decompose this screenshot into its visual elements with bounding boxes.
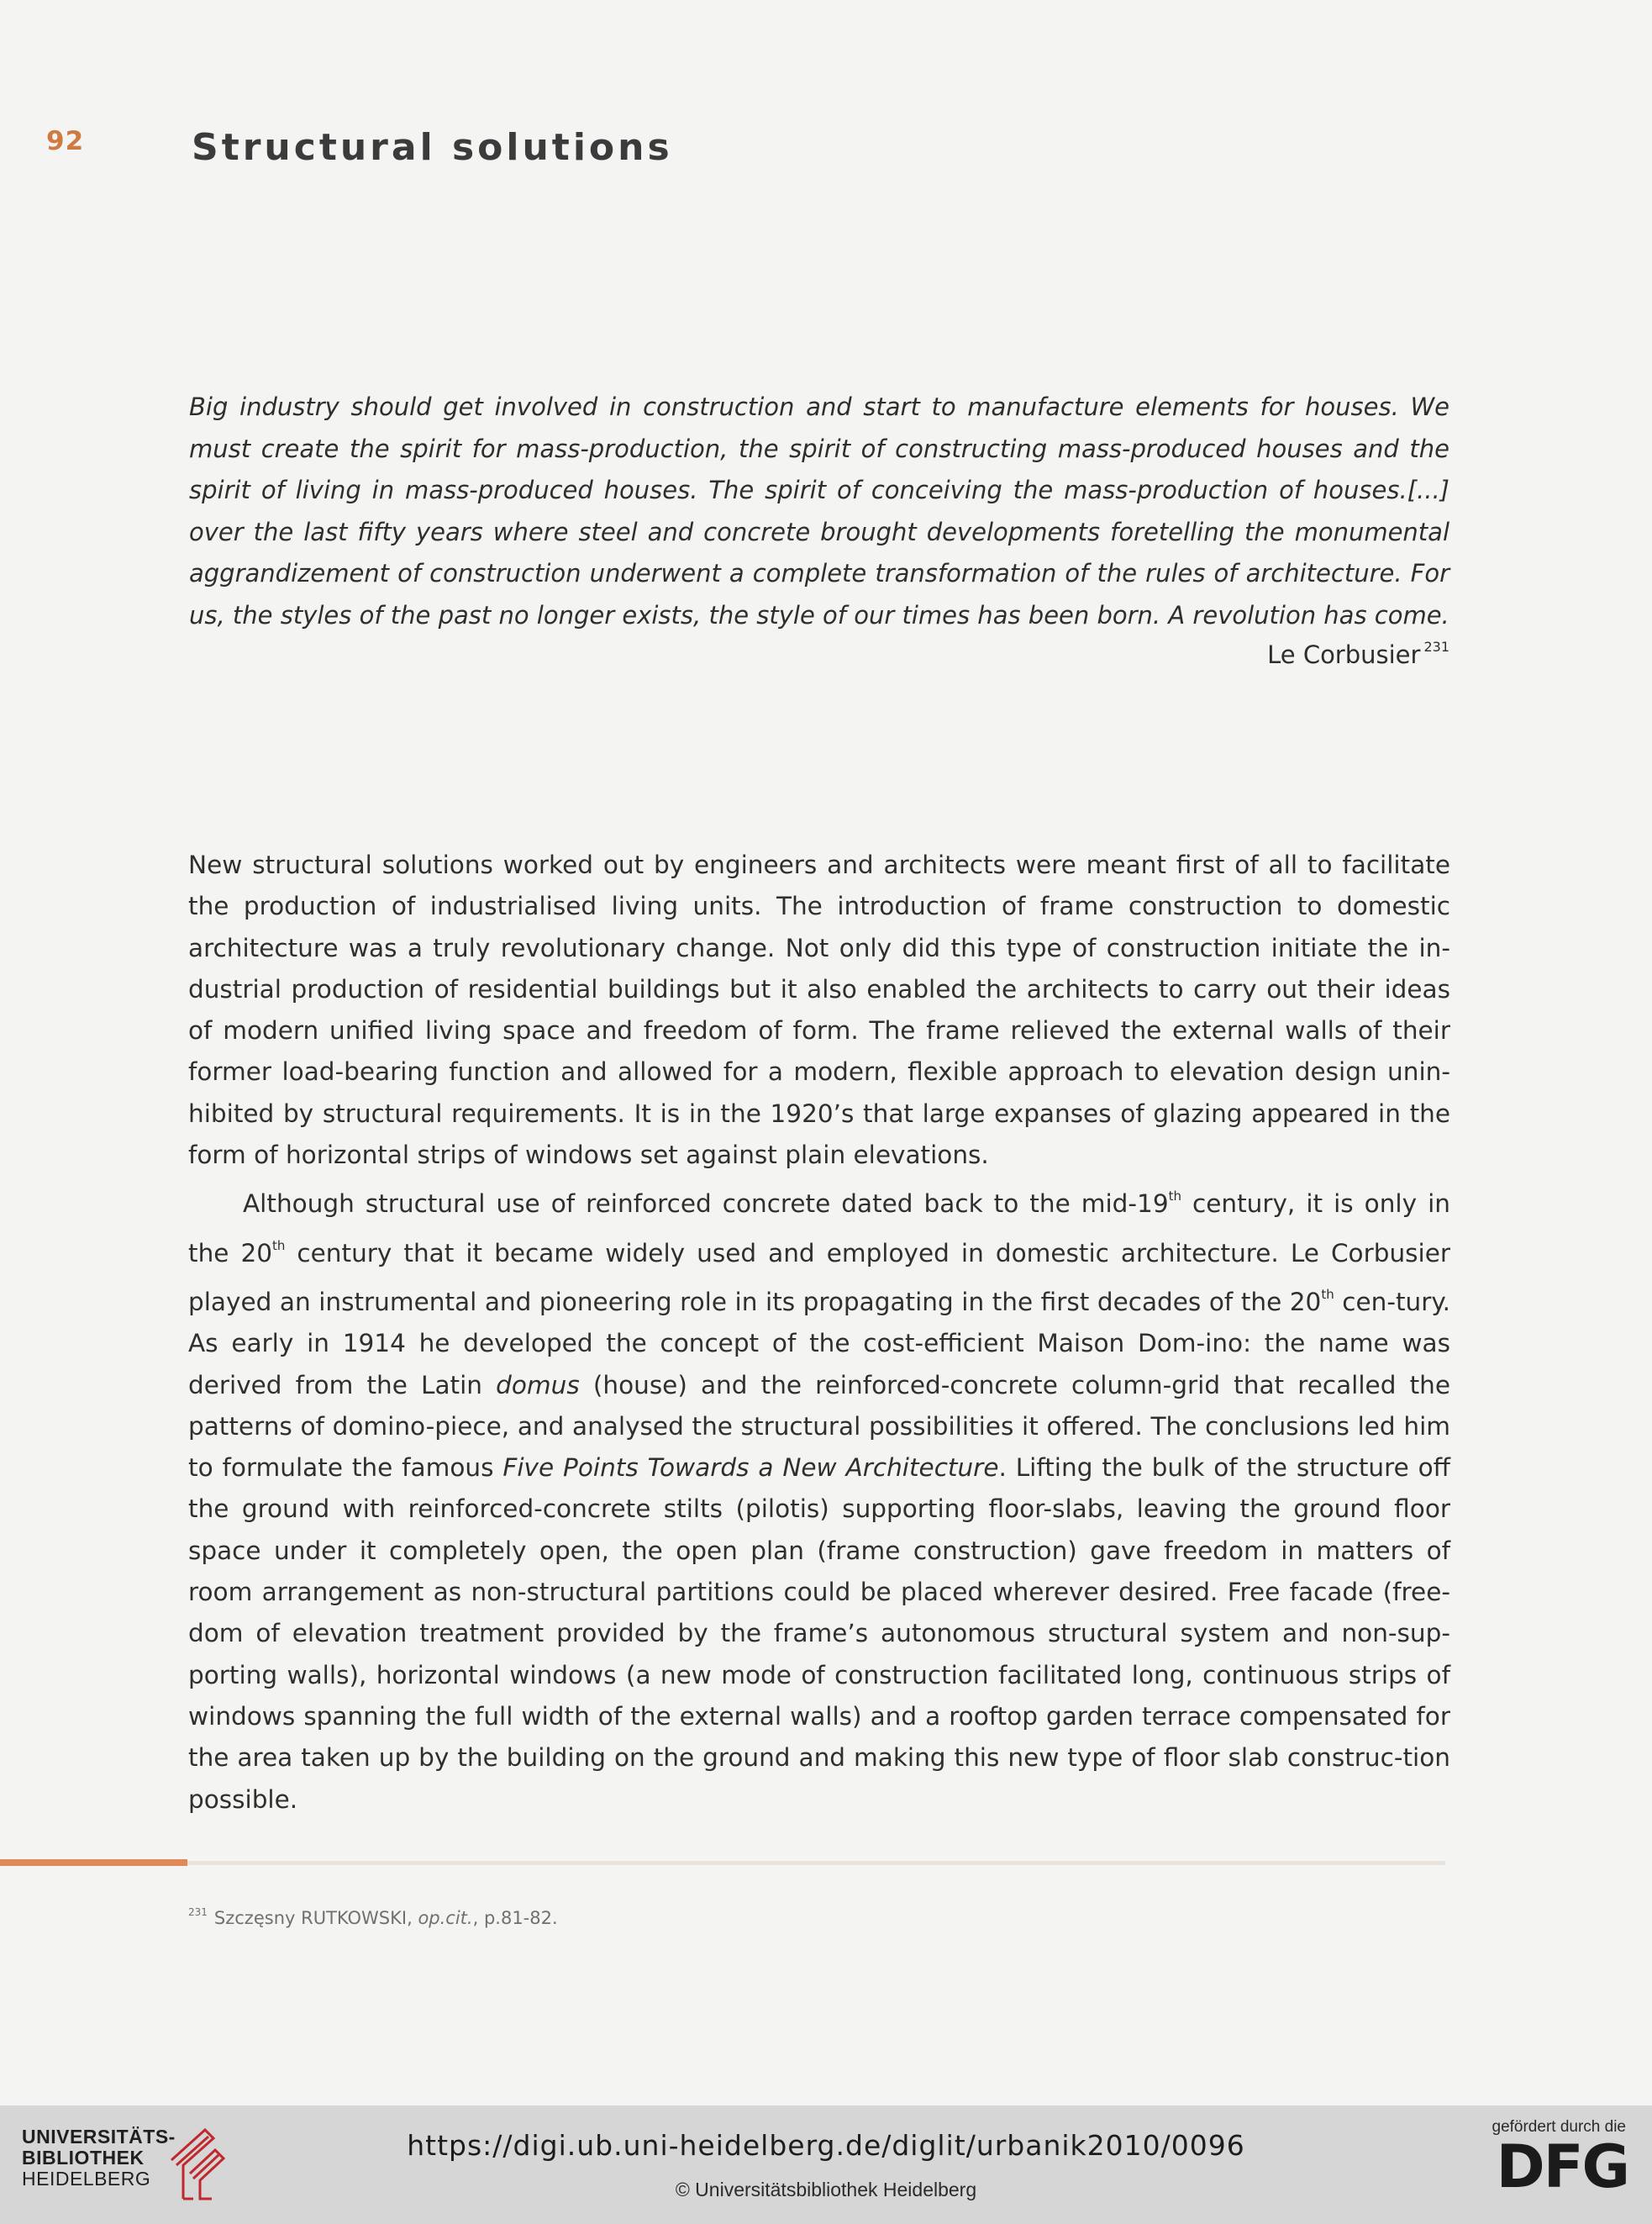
epigraph-quote: Big industry should get involved in construction and start to manufacture elements for houses. We must create the spirit for mass-production, the spirit of constructing mass-produced houses and the spirit of living in mass-produced houses. The spirit of conceiving the mass-production of houses.[...] over the last fifty years where steel and concrete brought developments foretelling the monumental aggrandizement of construction underwent a complete transformation of the rules of architecture. For us, the styles of the past no longer exists, the style of our times has been born. A revolution has come. (189, 393, 1449, 630)
ordinal-suffix: th (1321, 1286, 1334, 1302)
ordinal-suffix: th (272, 1237, 286, 1253)
dfg-logo[interactable] (1466, 2118, 1634, 2211)
paragraph-2-text: cen-tury. As early in 1914 he developed the concept of the cost-efficient Maison Dom-ino: the name was derived from the Latin (188, 1287, 1450, 1399)
footnote-author: Szczęsny RUTKOWSKI, (213, 1908, 418, 1928)
page-number: 92 (46, 126, 85, 156)
footer-bar (0, 2105, 1652, 2224)
quote-attribution (1092, 639, 1449, 669)
library-name-line-2: BIBLIOTHEK (22, 2147, 145, 2169)
book-title: Five Points Towards a New Architecture (502, 1453, 999, 1483)
footnote-op-cit: op.cit. (418, 1908, 473, 1928)
quote-author: Le Corbusier (1267, 640, 1421, 669)
paragraph-2 (188, 1176, 1450, 1820)
paragraph-2-text: Although structural use of reinforced concrete dated back to the mid-19 (243, 1189, 1169, 1219)
body-text (188, 845, 1450, 1821)
library-name-line-1: UNIVERSITÄTS- (22, 2126, 176, 2148)
paragraph-2-text: century that it became widely used and employed in domestic architecture. Le Corbusier played an instrumental and pioneering role in its propagating in the first decades of the 20 (188, 1238, 1450, 1316)
paragraph-2-text: (house) and the reinforced-concrete column-grid that recalled the patterns of domino-piece, and analysed the structural possibilities it offered. The conclusions led him to formulate the famous (188, 1370, 1450, 1483)
paragraph-2-text: . Lifting the bulk of the structure off the ground with reinforced-concrete stilts (pilotis) supporting floor-slabs, leaving the ground floor space under it completely open, the open plan (frame construction) gave freedom in matters of room arrangement as non-structural partitions could be placed wherever desired. Free facade (free-dom of elevation treatment provided by the frame’s autonomous structural system and non-sup-porting walls), horizontal windows (a new mode of construction facilitated long, continuous strips of windows spanning the full width of the external walls) and a rooftop garden terrace compensated for the area taken up by the building on the ground and making this new type of floor slab construc-tion possible. (188, 1453, 1450, 1814)
footnote (188, 1906, 558, 1928)
paragraph-2-text: century, it is only in the 20 (188, 1189, 1450, 1267)
dfg-caption: gefördert durch die (1492, 2118, 1626, 2136)
footer-url-link[interactable]: https://digi.ub.uni-heidelberg.de/diglit/urbanik2010/0096 (407, 2129, 1245, 2162)
paragraph-1: New structural solutions worked out by engineers and architects were meant first of all to facilitate the production of industrialised living units. The introduction of frame construction to domestic architecture was a truly revolutionary change. Not only did this type of construction initiate the in-dustrial production of residential buildings but it also enabled the architects to carry out their ideas of modern unified living space and freedom of form. The frame relieved the external walls of their former load-bearing function and allowed for a modern, flexible approach to elevation design unin-hibited by structural requirements. It is in the 1920’s that large expanses of glazing appeared in the form of horizontal strips of windows set against plain elevations. (188, 851, 1450, 1170)
dfg-wordmark: DFG (1496, 2132, 1628, 2201)
footnote-rule (187, 1861, 1445, 1865)
library-name-line-3: HEIDELBERG (22, 2168, 151, 2190)
section-title: Structural solutions (192, 126, 673, 169)
latin-term: domus (496, 1370, 580, 1399)
ordinal-suffix: th (1168, 1188, 1181, 1204)
footer-copyright: © Universitätsbibliothek Heidelberg (675, 2179, 977, 2200)
footnote-pages: , p.81-82. (472, 1908, 558, 1928)
footnote-reference[interactable]: 231 (1423, 639, 1449, 655)
footnote-rule-accent (0, 1859, 187, 1866)
footnote-number: 231 (188, 1906, 208, 1918)
